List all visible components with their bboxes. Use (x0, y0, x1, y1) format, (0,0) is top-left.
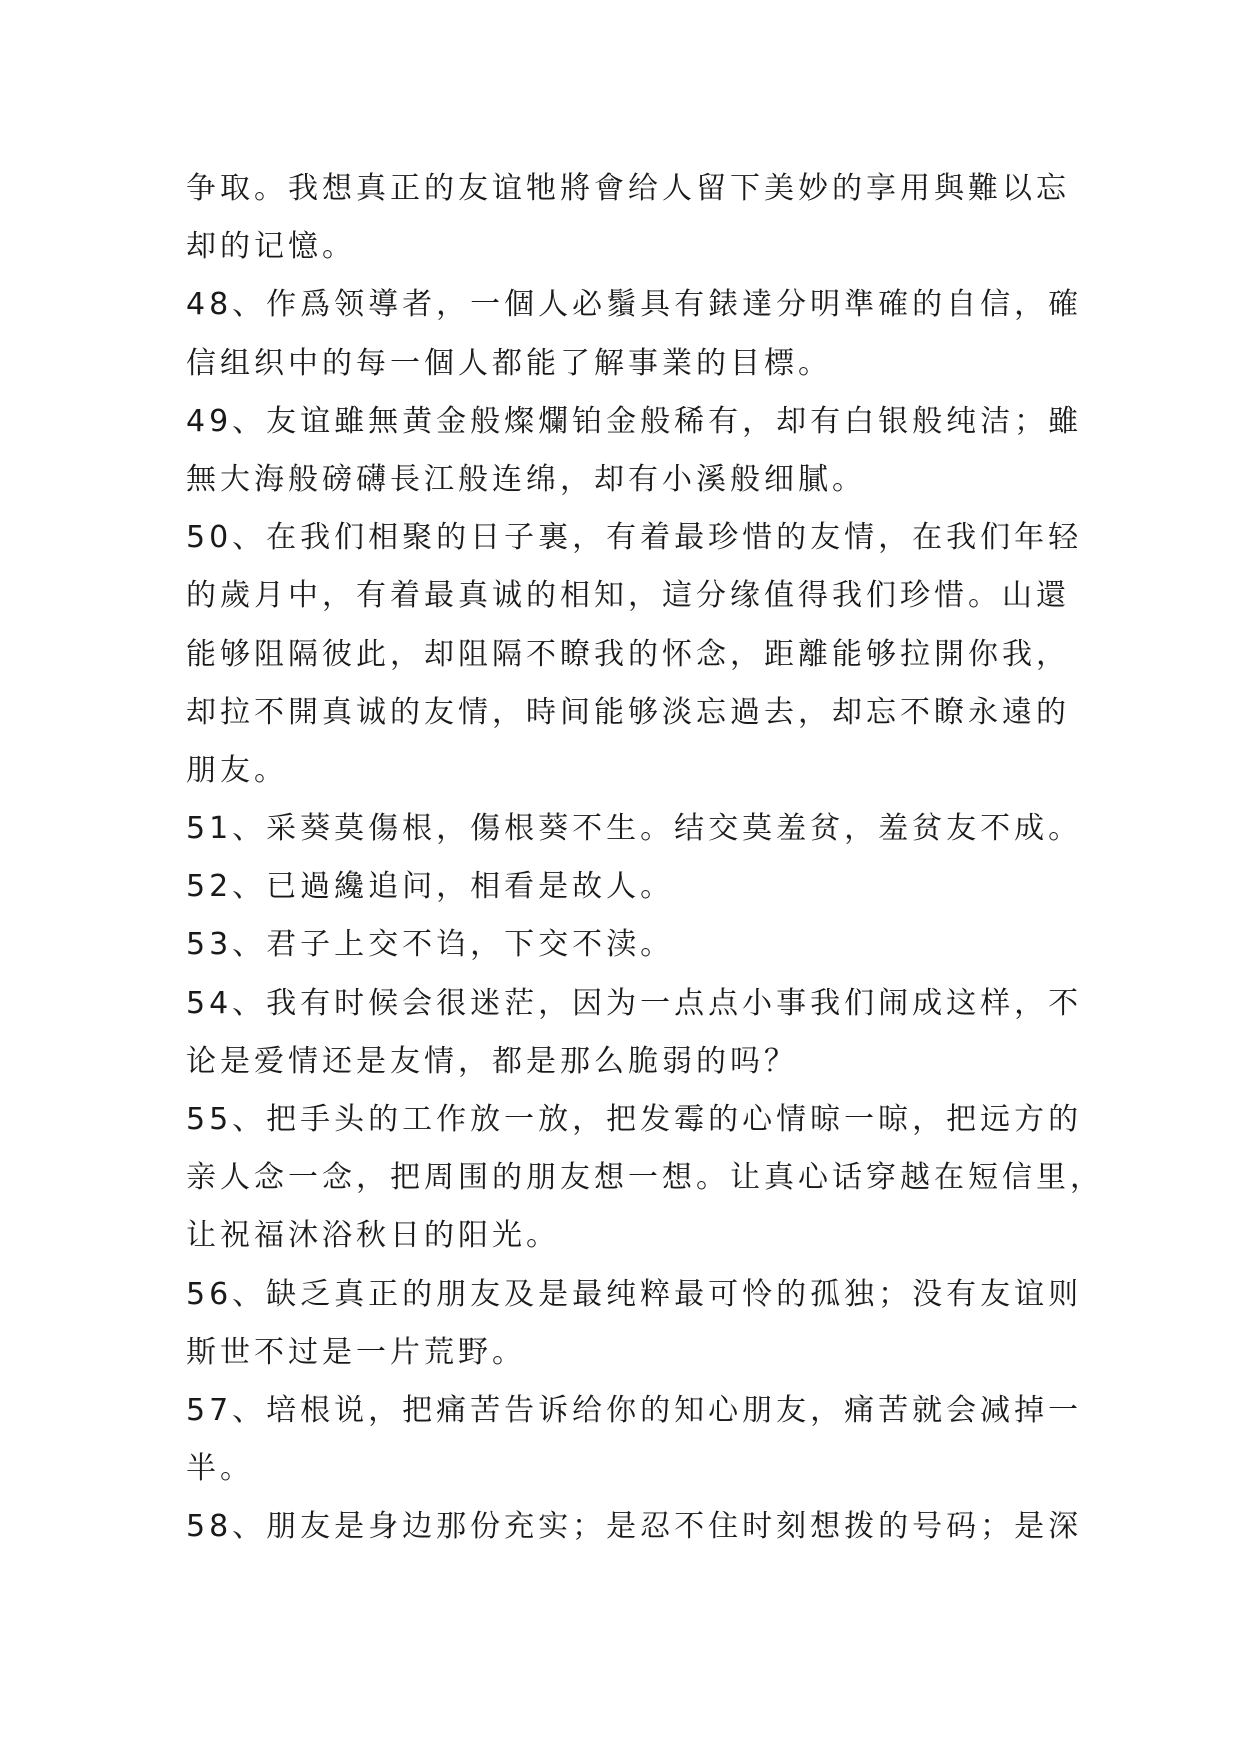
text-line: 52、已過纔追问，相看是故人。 (186, 869, 675, 905)
text-line: 54、我有时候会很迷茫，因为一点点小事我们闹成这样，不 (186, 985, 1083, 1021)
text-line: 51、采葵莫傷根，傷根葵不生。结交莫羞贫，羞贫友不成。 (186, 811, 1083, 847)
body-text (186, 160, 1104, 1557)
text-line: 半。 (186, 1451, 254, 1487)
text-line: 争取。我想真正的友谊牠將會给人留下美妙的享用與難以忘 (186, 171, 1070, 206)
text-line: 能够阻隔彼此，却阻隔不瞭我的怀念，距離能够拉開你我， (186, 636, 1070, 672)
text-line: 却拉不開真诚的友情，時间能够淡忘過去，却忘不瞭永遠的 (186, 694, 1070, 730)
text-line: 56、缺乏真正的朋友及是最纯粹最可怜的孤独；没有友谊则 (186, 1276, 1083, 1312)
text-line: 斯世不过是一片荒野。 (186, 1334, 526, 1370)
text-line: 50、在我们相聚的日子裏，有着最珍惜的友情，在我们年轻 (186, 520, 1083, 556)
text-line: 無大海般磅礴長江般连绵，却有小溪般细膩。 (186, 461, 866, 497)
text-line: 58、朋友是身边那份充实；是忍不住时刻想拨的号码；是深 (186, 1509, 1083, 1545)
text-line: 49、友谊雖無黄金般燦爛铂金般稀有，却有白银般纯洁；雖 (186, 403, 1083, 439)
text-line: 的歲月中，有着最真诚的相知，這分缘值得我们珍惜。山還 (186, 578, 1070, 614)
text-line: 朋友。 (186, 752, 288, 788)
text-line: 48、作爲领導者，一個人必鬚具有錶達分明準確的自信，確 (186, 287, 1083, 323)
text-line: 53、君子上交不诌，下交不渎。 (186, 927, 675, 963)
text-line: 57、培根说，把痛苦告诉给你的知心朋友，痛苦就会减掉一 (186, 1392, 1083, 1428)
text-line: 亲人念一念，把周围的朋友想一想。让真心话穿越在短信里， (186, 1160, 1104, 1196)
text-line: 信组织中的每一個人都能了解事業的目標。 (186, 345, 832, 381)
text-line: 让祝福沐浴秋日的阳光。 (186, 1218, 560, 1254)
text-line: 55、把手头的工作放一放，把发霉的心情晾一晾，把远方的 (186, 1102, 1083, 1137)
text-line: 论是爱情还是友情，都是那么脆弱的吗？ (186, 1043, 798, 1079)
text-line: 却的记憶。 (186, 229, 356, 265)
